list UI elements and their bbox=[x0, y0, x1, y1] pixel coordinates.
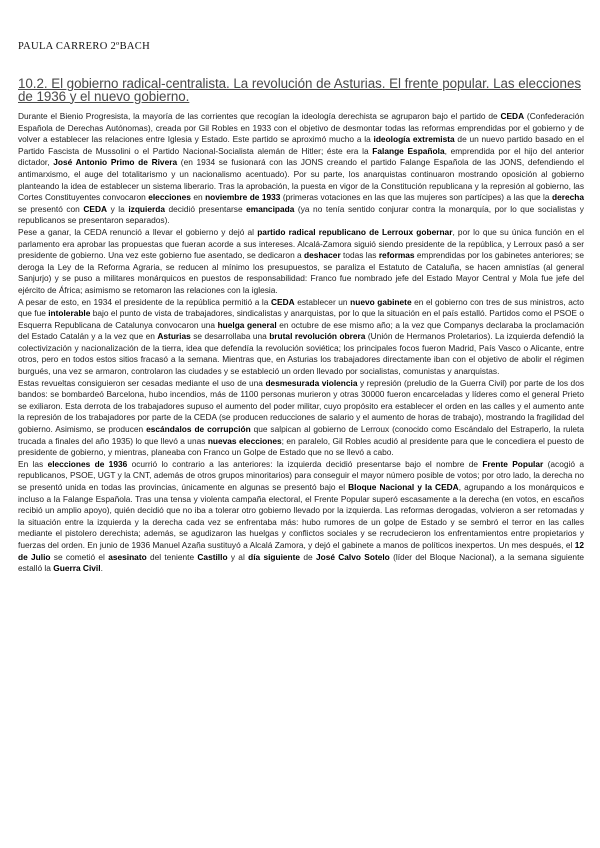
text-run: en bbox=[190, 192, 206, 203]
paragraph-1 bbox=[18, 111, 584, 227]
text-run: en el gobierno con tres de sus ministros, acto que fue bbox=[18, 296, 585, 319]
text-run: que salpican al gobierno de Lerroux (conocido como Escándalo del Estraperlo, la ruleta trucada a finales del año 1935) lo que llevó a unas bbox=[18, 424, 585, 446]
text-run: (líder del Bloque Nacional), a la semana siguiente estalló la bbox=[18, 551, 585, 574]
text-run: se presentó con bbox=[18, 203, 84, 214]
section-title: 10.2. El gobierno radical-centralista. La revolución de Asturias. El frente popular. Las elecciones de 1936 y el nuevo gobierno. bbox=[18, 76, 581, 104]
text-run: (Unión de Hermanos Proletarios). La izquierda defendió la colectivización y nacionalización de la tierra, idea que defendía la revolución soviética; los principales focos fueron Madrid, País Vasco o Alicante, entre otros, pero en todos estos sitios fracasó a la semana. Mientras que, en Asturias los trabajadores directamente iban con el objetivo de abolir el régimen burgués, una vez se armaron, controlaron las ciudades y se estableció un orden llevado por socialistas, comunistas y anarquistas. bbox=[18, 331, 584, 377]
text-run: se desarrollaba una bbox=[190, 331, 270, 342]
bold-text: nuevo gabinete bbox=[350, 296, 412, 307]
bold-text: elecciones de 1936 bbox=[47, 458, 128, 469]
text-run: todas las bbox=[340, 250, 379, 261]
text-run: . bbox=[100, 563, 103, 574]
text-run: en octubre de ese mismo año; a la vez que Companys declaraba la proclamación del Estado Catalán y a la vez que en bbox=[18, 319, 584, 342]
bold-text: CEDA bbox=[83, 203, 108, 214]
bold-text: derecha bbox=[552, 192, 585, 203]
paragraph-3 bbox=[18, 297, 584, 378]
text-run: (en 1934 se fusionará con las JONS creando el partido Falange Española de las JONS, defendiendo el antimarxismo, el auge del totalitarismo y un nacionalismo acentuado). Por su parte, los anarquistas continuaron mostrando oposición al gobierno planteando la idea de establecer un sistema liberario. Tras la aprobación, la puesta en vigor de la Constitución republicana y la represión al gobierno, las Cortes Constituyentes convocaron bbox=[18, 157, 584, 203]
bold-text: elecciones bbox=[148, 192, 191, 203]
text-run: ; en paralelo, Gil Robles acudió al presidente para que le concediera el puesto de presidente de gobierno, y mientras, planeaba con Franco un Golpe de Estado que no se llevó a cabo. bbox=[18, 435, 584, 458]
text-run: Pese a ganar, la CEDA renunció a llevar el gobierno y dejó al bbox=[18, 226, 258, 237]
document-body bbox=[18, 111, 584, 575]
text-run: (Confederación Española de Derechas Autónomas), creada por Gil Robles en 1933 con el objetivo de desmontar todas las reformas emprendidas por el gobierno y de volver a establecer las relaciones entre Iglesia y Estado. Este partido se aproximó mucho a la bbox=[18, 111, 584, 145]
bold-text: Falange Española bbox=[372, 145, 445, 156]
bold-text: asesinato bbox=[108, 551, 147, 562]
bold-text: partido radical republicano de Lerroux gobernar bbox=[257, 226, 453, 237]
bold-text: desmesurada violencia bbox=[265, 377, 358, 388]
bold-text: brutal revolución obrera bbox=[269, 331, 366, 342]
paragraph-4 bbox=[18, 378, 584, 459]
text-run: se cometió el bbox=[50, 551, 109, 562]
bold-text: Frente Popular bbox=[482, 458, 544, 469]
bold-text: noviembre de 1933 bbox=[205, 192, 281, 203]
bold-text: Bloque Nacional y la CEDA bbox=[348, 482, 459, 492]
paragraph-2 bbox=[18, 227, 584, 297]
text-run: (primeras votaciones en las que las mujeres son partícipes) a las que la bbox=[280, 192, 552, 203]
bold-text: día siguiente bbox=[248, 551, 301, 562]
text-run: de un nuevo partido basado en el Partido Fascista de Mussolini o el Partido Nacional-Socialista alemán de Hitler; éste era la bbox=[18, 134, 584, 156]
paragraph-5 bbox=[18, 459, 584, 575]
text-run: decidió presentarse bbox=[164, 203, 247, 214]
text-run: y al bbox=[227, 551, 249, 562]
text-run: bajo el punto de vista de trabajadores, sindicalistas y anarquistas, por lo que la situación en el país estalló. Partidos como el PSOE o Esquerra Republicana de Catalunya convocaron una bbox=[18, 308, 584, 330]
bold-text: emancipada bbox=[246, 203, 295, 214]
text-run: (ya no tenía sentido conjurar contra la monarquía, por lo que socialistas y republicanos se presentaron separados). bbox=[18, 203, 584, 226]
bold-text: CEDA bbox=[271, 296, 295, 307]
bold-text: nuevas elecciones bbox=[207, 435, 282, 446]
bold-text: huelga general bbox=[217, 319, 277, 330]
bold-text: Castillo bbox=[197, 551, 228, 562]
bold-text: Asturias bbox=[157, 331, 191, 342]
text-run: emprendidas por los gabinetes anteriores; se deroga la Ley de la Reforma Agraria, se reducen al mínimo los presupuestos, se paraliza el Estatuto de Cataluña, se hacen amnistías (al general Sanjurjo) y se puso a militares monárquicos en puestos de responsabilidad: Franco fue nombrado jefe del Estado Mayor Central y Mola fue jefe del ejército de África; asimismo se retomaron las relaciones con la iglesia. bbox=[18, 250, 584, 295]
bold-text: reformas bbox=[378, 250, 415, 261]
text-run: Durante el Bienio Progresista, la mayoría de las corrientes que recogían la ideología derechista se agruparon bajo el partido de bbox=[18, 111, 501, 121]
text-run: Estas revueltas consiguieron ser cesadas mediante el uso de una bbox=[18, 377, 266, 388]
text-run: y la bbox=[107, 203, 129, 214]
bold-text: 12 de Julio bbox=[18, 539, 584, 562]
bold-text: CEDA bbox=[500, 111, 525, 121]
text-run: de bbox=[300, 551, 316, 562]
text-run: A pesar de esto, en 1934 el presidente de la república permitió a la bbox=[18, 296, 271, 307]
bold-text: escándalos de corrupción bbox=[146, 424, 251, 435]
text-run: , emprendida por el hijo del anterior dictador, bbox=[18, 145, 584, 168]
bold-text: deshacer bbox=[304, 250, 341, 261]
author-header: PAULA CARRERO 2ºBACH bbox=[18, 41, 150, 52]
bold-text: ideología extremista bbox=[373, 134, 455, 145]
text-run: y represión (preludio de la Guerra Civil) por parte de los dos bandos: se bombardeó Barcelona, hubo incendios, más de 1100 personas murieron y otras 30000 fueron encarceladas y líderes como el general Prieto se exiliaron. Esta derrota de los trabajadores supuso el aumento del poder militar, cuyo propósito era establecer el orden en las calles y el aumento ante la represión de los trabajadores por parte de la CEDA (se producen reducciones de salario y el aumento de horas de trabajo), mostrando la fragilidad del gobierno. Asimismo, se producen bbox=[18, 377, 585, 435]
bold-text: Guerra Civil bbox=[53, 563, 101, 574]
text-run: En las bbox=[18, 458, 48, 469]
text-run: establecer un bbox=[294, 296, 351, 307]
bold-text: José Calvo Sotelo bbox=[315, 551, 390, 562]
text-run: ocurrió lo contrario a las anteriores: la izquierda decidió presentarse bajo el nombre de bbox=[127, 458, 483, 469]
text-run: del teniente bbox=[146, 551, 198, 562]
text-run: (acogió a republicanos, PSOE, UGT y la CNT, además de otros grupos minoritarios) para conseguir el mayor número posible de votos; por otro lado, la derecha no se presentó unida en todas las provincias, únicamente en algunas se presentó bajo el bbox=[18, 458, 584, 492]
bold-text: izquierda bbox=[128, 203, 165, 214]
bold-text: José Antonio Primo de Rivera bbox=[53, 157, 178, 168]
bold-text: intolerable bbox=[48, 308, 91, 319]
text-run: , agrupando a los monárquicos e incluso a la Falange Española. Tras una tensa y violenta campaña electoral, el Frente Popular superó escasamente a la derecha (en votos, en escaños recibió un amplio apoyo), quién decidió que no iba a tolerar otro gobierno llevado por la izquierda. Las reformas derogadas, volvieron a ser retomadas y la situación entre la izquierda y la derecha cada vez se enfrentaba más: hubo rumores de un golpe de Estado y se sembró el terror en las calles mediante el pistolero derechista; además, se agudizaron las huelgas y conflictos sociales y se recrudecieron los enfrentamientos entre propietarios y fuerzas del orden. En junio de 1936 Manuel Azaña sustituyó a Alcalá Zamora, y dejó el gabinete a manos de políticos inexpertos. Un mes después, el bbox=[18, 482, 584, 550]
text-run: , por lo que su única función en el parlamento era aprobar las propuestas que fueran acorde a sus intereses. Alcalá-Zamora siguió siendo presidente de la república, y Lerroux pasó a ser presidente de gobierno. Una vez este gobierno fue asentado, se dedicaron a bbox=[18, 226, 584, 261]
